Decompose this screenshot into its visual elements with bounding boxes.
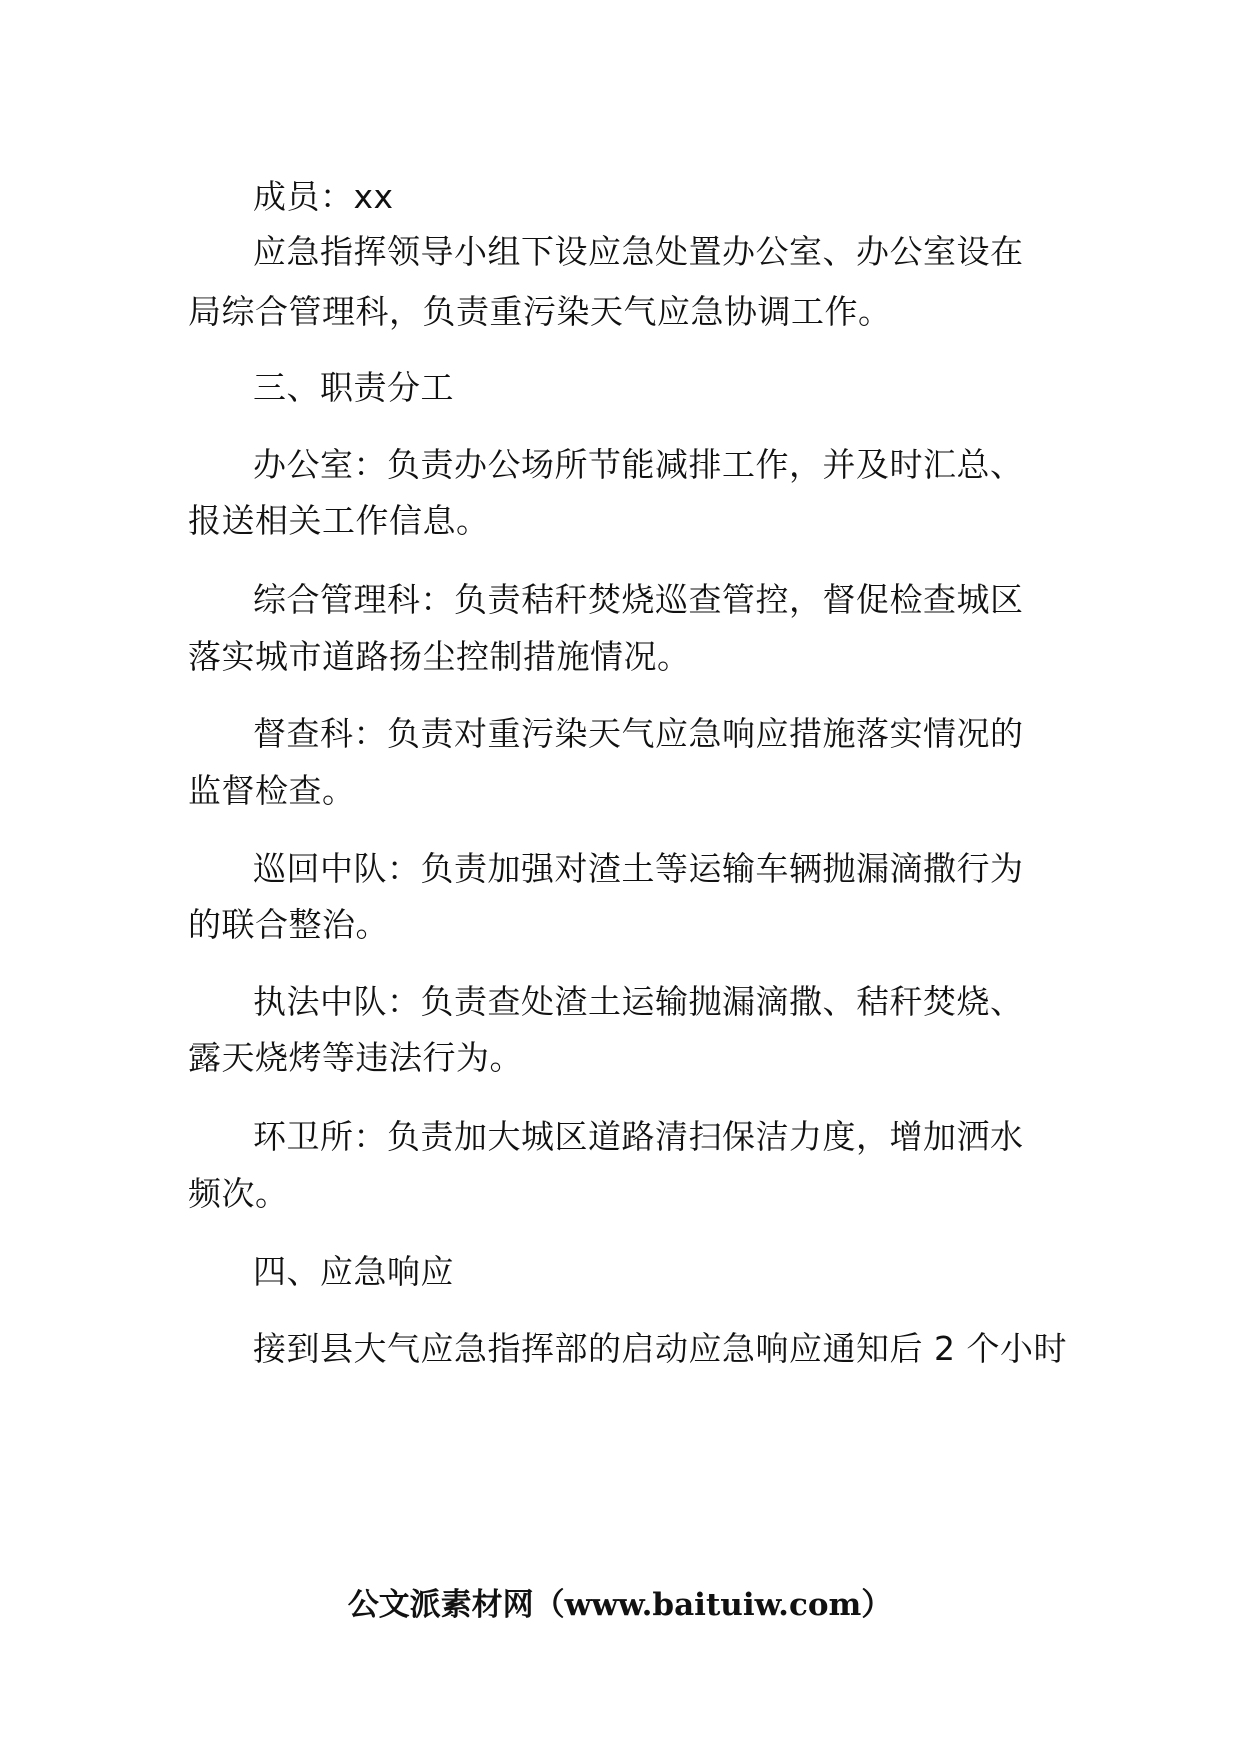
paragraph-line: 督查科：负责对重污染天气应急响应措施落实情况的	[253, 714, 1024, 753]
paragraph-line: 露天烧烤等违法行为。	[188, 1038, 523, 1077]
paragraph-line: 监督检查。	[188, 771, 356, 810]
section-heading: 四、应急响应	[253, 1252, 454, 1291]
paragraph-line: 办公室：负责办公场所节能减排工作，并及时汇总、	[253, 445, 1024, 484]
paragraph-line: 局综合管理科，负责重污染天气应急协调工作。	[188, 292, 892, 331]
paragraph-line: 环卫所：负责加大城区道路清扫保洁力度，增加洒水	[253, 1117, 1024, 1156]
paragraph-line: 接到县大气应急指挥部的启动应急响应通知后 2 个小时	[253, 1329, 1067, 1368]
paragraph-line: 的联合整治。	[188, 905, 389, 944]
footer-watermark: 公文派素材网（www.baituiw.com）	[347, 1587, 893, 1623]
paragraph-line: 频次。	[188, 1174, 289, 1213]
paragraph-line: 巡回中队：负责加强对渣土等运输车辆抛漏滴撒行为	[253, 849, 1024, 888]
paragraph-line: 执法中队：负责查处渣土运输抛漏滴撒、秸秆焚烧、	[253, 982, 1024, 1021]
paragraph-line: 落实城市道路扬尘控制措施情况。	[188, 637, 691, 676]
paragraph-line: 应急指挥领导小组下设应急处置办公室、办公室设在	[253, 232, 1024, 271]
paragraph-line: 报送相关工作信息。	[188, 501, 490, 540]
section-heading: 三、职责分工	[253, 368, 454, 407]
paragraph-line: 综合管理科：负责秸秆焚烧巡查管控，督促检查城区	[253, 580, 1024, 619]
members-line: 成员：xx	[253, 177, 394, 216]
